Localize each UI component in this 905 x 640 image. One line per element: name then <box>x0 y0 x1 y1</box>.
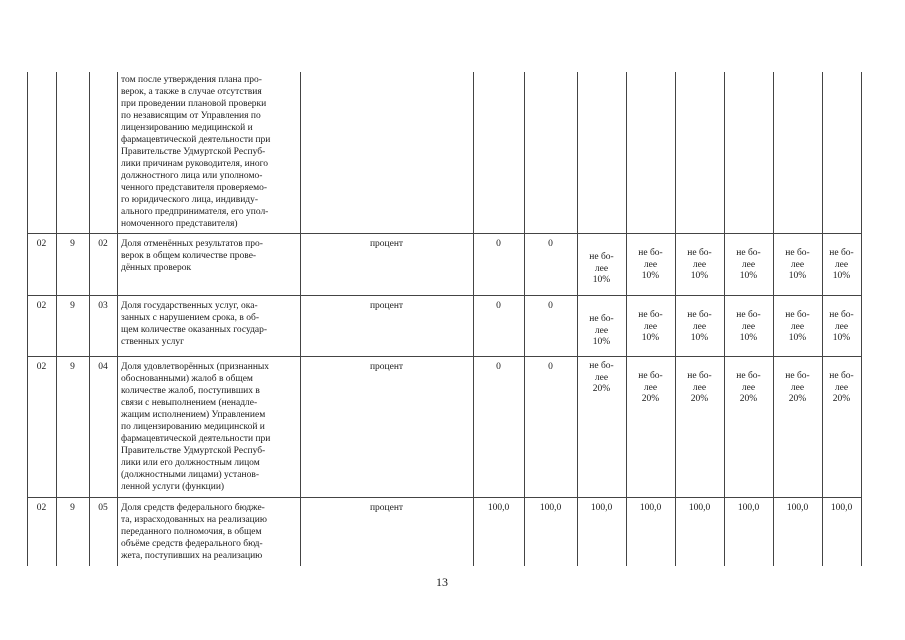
value-cell: 100,0 <box>830 503 853 513</box>
value-cell: 0 <box>496 301 501 311</box>
row-code-2: 9 <box>70 362 75 372</box>
target-cell: не бо- лее 20% <box>638 371 663 404</box>
column-divider <box>89 72 90 566</box>
row-code-3: 03 <box>98 301 108 311</box>
column-divider <box>27 72 28 566</box>
indicator-description: Доля отменённых результатов про- верок в общем количестве прове- дённых проверок <box>121 239 263 273</box>
target-cell: не бо- лее 10% <box>785 310 810 343</box>
row-code-3: 02 <box>98 239 108 249</box>
value-cell: 100,0 <box>487 503 510 513</box>
row-code-1: 02 <box>36 503 47 513</box>
target-cell: не бо- лее 10% <box>785 248 810 281</box>
target-cell: не бо- лее 10% <box>736 248 761 281</box>
target-cell: не бо- лее 10% <box>736 310 761 343</box>
row-code-1: 02 <box>36 362 47 372</box>
target-cell: не бо- лее 20% <box>589 361 614 394</box>
target-cell: не бо- лее 10% <box>829 310 854 343</box>
row-code-2: 9 <box>70 239 75 249</box>
row-code-2: 9 <box>70 301 75 311</box>
row-divider <box>27 497 861 498</box>
column-divider <box>861 72 862 566</box>
unit-cell: процент <box>369 362 404 372</box>
target-cell: не бо- лее 20% <box>736 371 761 404</box>
continued-row-text: том после утверждения плана про- верок, а также в случае отсутствия при проведении плановой проверки по независящим от Управления по лицензированию медицинской и фармацевтической деятельности при Правительстве Удмуртской Респуб- лики причинам руководителя, иного должностного лица или уполномо- ченного представителя проверяемо- го юридического лица, индивиду- ального предпринимателя, его упол- номоченного представителя) <box>121 75 271 229</box>
indicator-description: Доля государственных услуг, ока- занных с нарушением срока, в об- щем количестве оказанных государ- ственных услуг <box>121 301 268 347</box>
row-code-2: 9 <box>70 503 75 513</box>
column-divider <box>473 72 474 566</box>
row-divider <box>27 233 861 234</box>
row-code-1: 02 <box>36 301 47 311</box>
value-cell: 100,0 <box>639 503 662 513</box>
value-cell: 0 <box>496 362 501 372</box>
indicator-description: Доля средств федерального бюдже- та, израсходованных на реализацию переданного полномочия, в общем объёме средств федерального бюд- жета, поступивших на реализацию <box>121 503 267 561</box>
value-cell: 100,0 <box>786 503 809 513</box>
target-cell: не бо- лее 20% <box>785 371 810 404</box>
target-cell: не бо- лее 10% <box>829 248 854 281</box>
row-divider <box>27 295 861 296</box>
column-divider <box>56 72 57 566</box>
column-divider <box>117 72 118 566</box>
value-cell: 100,0 <box>539 503 562 513</box>
value-cell: 100,0 <box>590 503 613 513</box>
unit-cell: процент <box>369 239 404 249</box>
target-cell: не бо- лее 10% <box>589 314 614 347</box>
value-cell: 100,0 <box>737 503 760 513</box>
target-cell: не бо- лее 20% <box>687 371 712 404</box>
value-cell: 0 <box>548 239 553 249</box>
target-cell: не бо- лее 10% <box>687 310 712 343</box>
target-cell: не бо- лее 20% <box>829 371 854 404</box>
value-cell: 0 <box>548 301 553 311</box>
page-number: 13 <box>436 575 448 589</box>
target-cell: не бо- лее 10% <box>589 252 614 285</box>
target-cell: не бо- лее 10% <box>638 248 663 281</box>
row-code-3: 04 <box>98 362 108 372</box>
column-divider <box>524 72 525 566</box>
row-divider <box>27 356 861 357</box>
target-cell: не бо- лее 10% <box>638 310 663 343</box>
column-divider <box>300 72 301 566</box>
value-cell: 0 <box>496 239 501 249</box>
indicator-description: Доля удовлетворённых (признанных обоснованными) жалоб в общем количестве жалоб, поступивших в связи с невыполнением (ненадле- жащим исполнением) Управлением по лицензированию медицинской и фармацевтической деятельности при Правительстве Удмуртской Респуб- лики или его должностным лицом (должностными лицами) установ- ленной услуги (функции) <box>121 362 271 492</box>
value-cell: 100,0 <box>688 503 711 513</box>
unit-cell: процент <box>369 301 404 311</box>
row-code-1: 02 <box>36 239 47 249</box>
value-cell: 0 <box>548 362 553 372</box>
target-cell: не бо- лее 10% <box>687 248 712 281</box>
row-code-3: 05 <box>98 503 108 513</box>
unit-cell: процент <box>369 503 404 513</box>
